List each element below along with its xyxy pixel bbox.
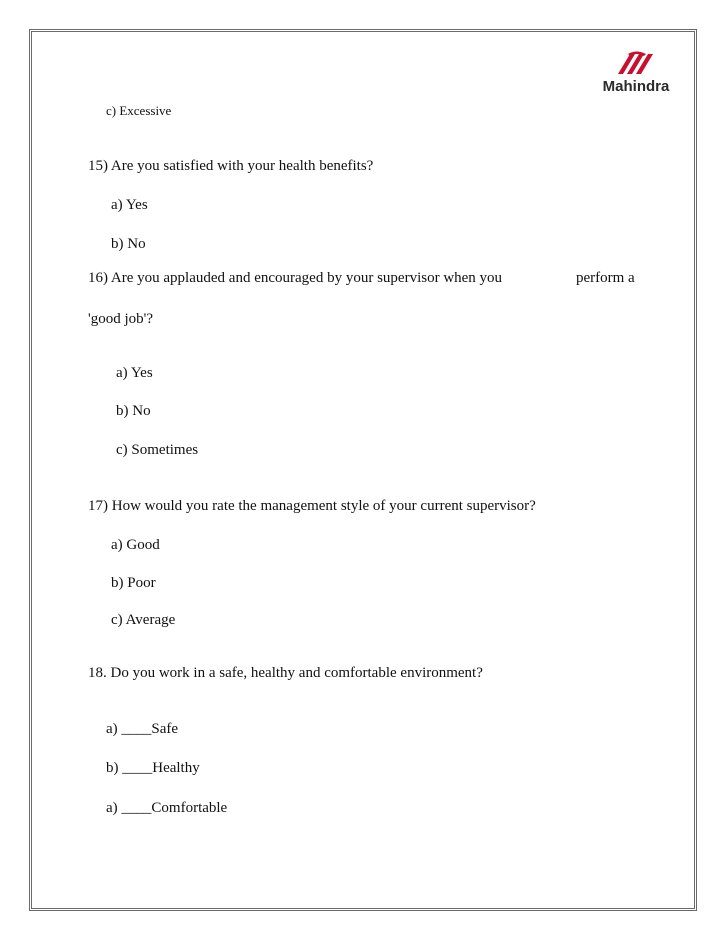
q16-option-a: a) Yes xyxy=(116,365,153,381)
question-15: 15) Are you satisfied with your health benefits? xyxy=(88,158,374,174)
q15-option-a: a) Yes xyxy=(111,197,148,213)
q16-option-b: b) No xyxy=(116,403,151,419)
question-17: 17) How would you rate the management style of your current supervisor? xyxy=(88,498,536,514)
q17-option-c: c) Average xyxy=(111,612,176,628)
q18-option-safe: a) ____Safe xyxy=(106,721,179,737)
question-18: 18. Do you work in a safe, healthy and comfortable environment? xyxy=(88,665,483,681)
q16-option-c: c) Sometimes xyxy=(116,442,199,458)
option-c-excessive: c) Excessive xyxy=(106,103,172,118)
q17-option-b: b) Poor xyxy=(111,575,156,591)
question-16-line-1: 16) Are you applauded and encouraged by your supervisor when you xyxy=(88,270,503,286)
q15-option-b: b) No xyxy=(111,236,146,252)
q18-option-healthy: b) ____Healthy xyxy=(106,760,200,776)
q17-option-a: a) Good xyxy=(111,537,160,553)
mahindra-logo-text: Mahindra xyxy=(602,78,670,95)
q18-option-comfortable: a) ____Comfortable xyxy=(106,800,228,816)
mahindra-logo-mark-icon xyxy=(618,52,653,75)
question-16-line-1-tail: perform a xyxy=(576,270,635,286)
question-16-line-2: 'good job'? xyxy=(88,311,153,327)
mahindra-logo xyxy=(588,50,684,96)
